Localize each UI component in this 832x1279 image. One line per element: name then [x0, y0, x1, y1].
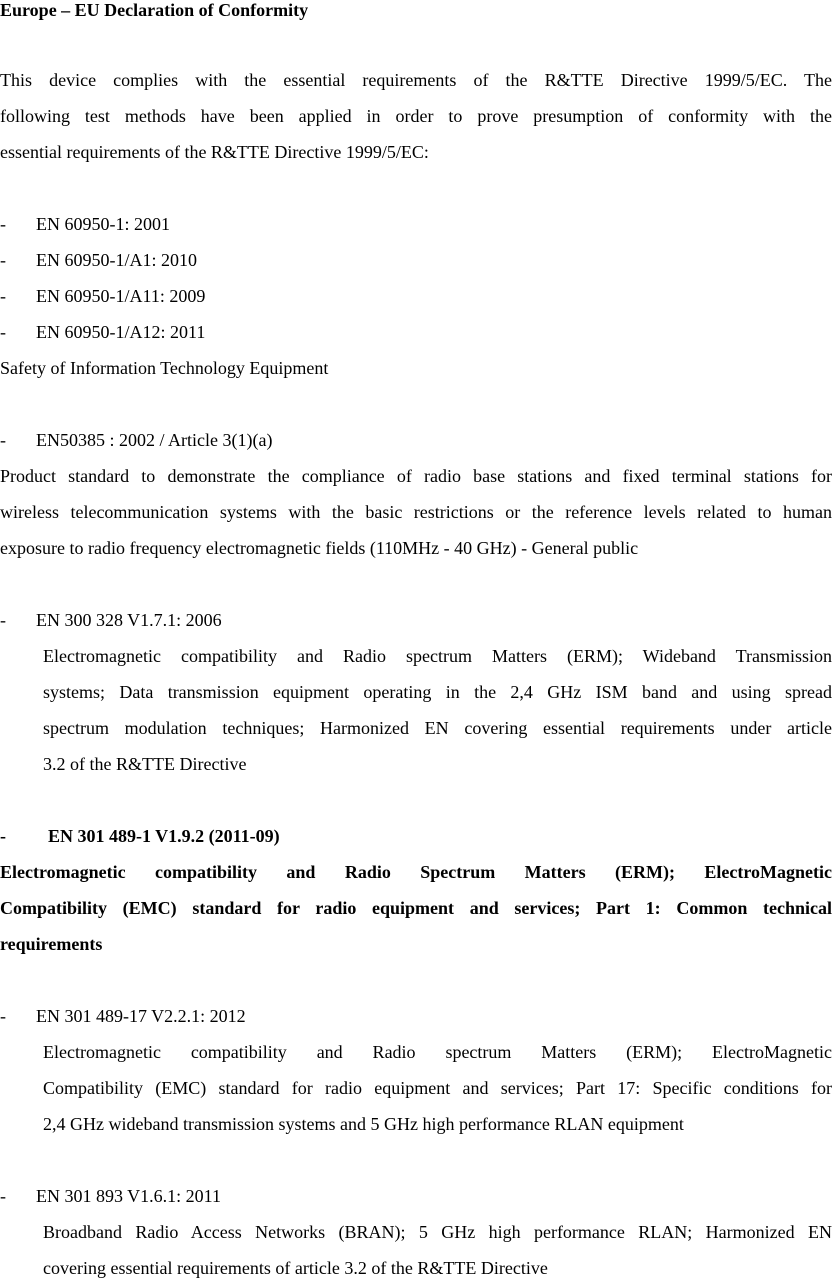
standard-code: EN 60950-1/A12: 2011 [36, 322, 206, 342]
en300328-desc-4: 3.2 of the R&TTE Directive [43, 754, 247, 774]
list-dash: - [0, 1186, 6, 1206]
standard-code: EN 60950-1/A1: 2010 [36, 250, 197, 270]
safety-caption: Safety of Information Technology Equipment [0, 358, 329, 378]
list-dash: - [0, 1006, 6, 1026]
standard-code: EN 301 489-1 V1.9.2 (2011-09) [48, 826, 280, 846]
intro-line-3: essential requirements of the R&TTE Directive 1999/5/EC: [0, 142, 429, 162]
standard-code: EN 301 489-17 V2.2.1: 2012 [36, 1006, 246, 1026]
list-dash: - [0, 826, 6, 846]
page-title: Europe – EU Declaration of Conformity [0, 0, 309, 20]
list-dash: - [0, 322, 6, 342]
en50385-desc-2: wireless telecommunication systems with the basic restrictions or the reference levels related to human [0, 502, 832, 522]
en300328-desc-2: systems; Data transmission equipment operating in the 2,4 GHz ISM band and using spread [43, 682, 832, 702]
en301489-17-desc-2: Compatibility (EMC) standard for radio equipment and services; Part 17: Specific conditions for [43, 1078, 832, 1098]
intro-line-1: This device complies with the essential requirements of the R&TTE Directive 1999/5/EC. The [0, 70, 832, 90]
en301489-17-desc-1: Electromagnetic compatibility and Radio spectrum Matters (ERM); ElectroMagnetic [43, 1042, 832, 1062]
list-dash: - [0, 430, 6, 450]
en301489-1-desc-1: Electromagnetic compatibility and Radio Spectrum Matters (ERM); ElectroMagnetic [0, 862, 832, 882]
en301893-desc-2: covering essential requirements of article 3.2 of the R&TTE Directive [43, 1258, 548, 1278]
list-dash: - [0, 286, 6, 306]
intro-line-2: following test methods have been applied in order to prove presumption of conformity with the [0, 106, 832, 126]
en50385-desc-1: Product standard to demonstrate the compliance of radio base stations and fixed terminal stations for [0, 466, 832, 486]
standard-code: EN 60950-1: 2001 [36, 214, 170, 234]
standard-code: EN 60950-1/A11: 2009 [36, 286, 206, 306]
list-dash: - [0, 250, 6, 270]
en50385-desc-3: exposure to radio frequency electromagnetic fields (110MHz - 40 GHz) - General public [0, 538, 639, 558]
standard-code: EN50385 : 2002 / Article 3(1)(a) [36, 430, 273, 450]
en301489-1-desc-2: Compatibility (EMC) standard for radio equipment and services; Part 1: Common technical [0, 898, 832, 918]
en300328-desc-3: spectrum modulation techniques; Harmonized EN covering essential requirements under article [43, 718, 832, 738]
standard-code: EN 301 893 V1.6.1: 2011 [36, 1186, 222, 1206]
en301893-desc-1: Broadband Radio Access Networks (BRAN); 5 GHz high performance RLAN; Harmonized EN [43, 1222, 832, 1242]
standard-code: EN 300 328 V1.7.1: 2006 [36, 610, 222, 630]
en301489-1-desc-3: requirements [0, 934, 103, 954]
en301489-17-desc-3: 2,4 GHz wideband transmission systems and 5 GHz high performance RLAN equipment [43, 1114, 684, 1134]
list-dash: - [0, 610, 6, 630]
en300328-desc-1: Electromagnetic compatibility and Radio spectrum Matters (ERM); Wideband Transmission [43, 646, 832, 666]
list-dash: - [0, 214, 6, 234]
